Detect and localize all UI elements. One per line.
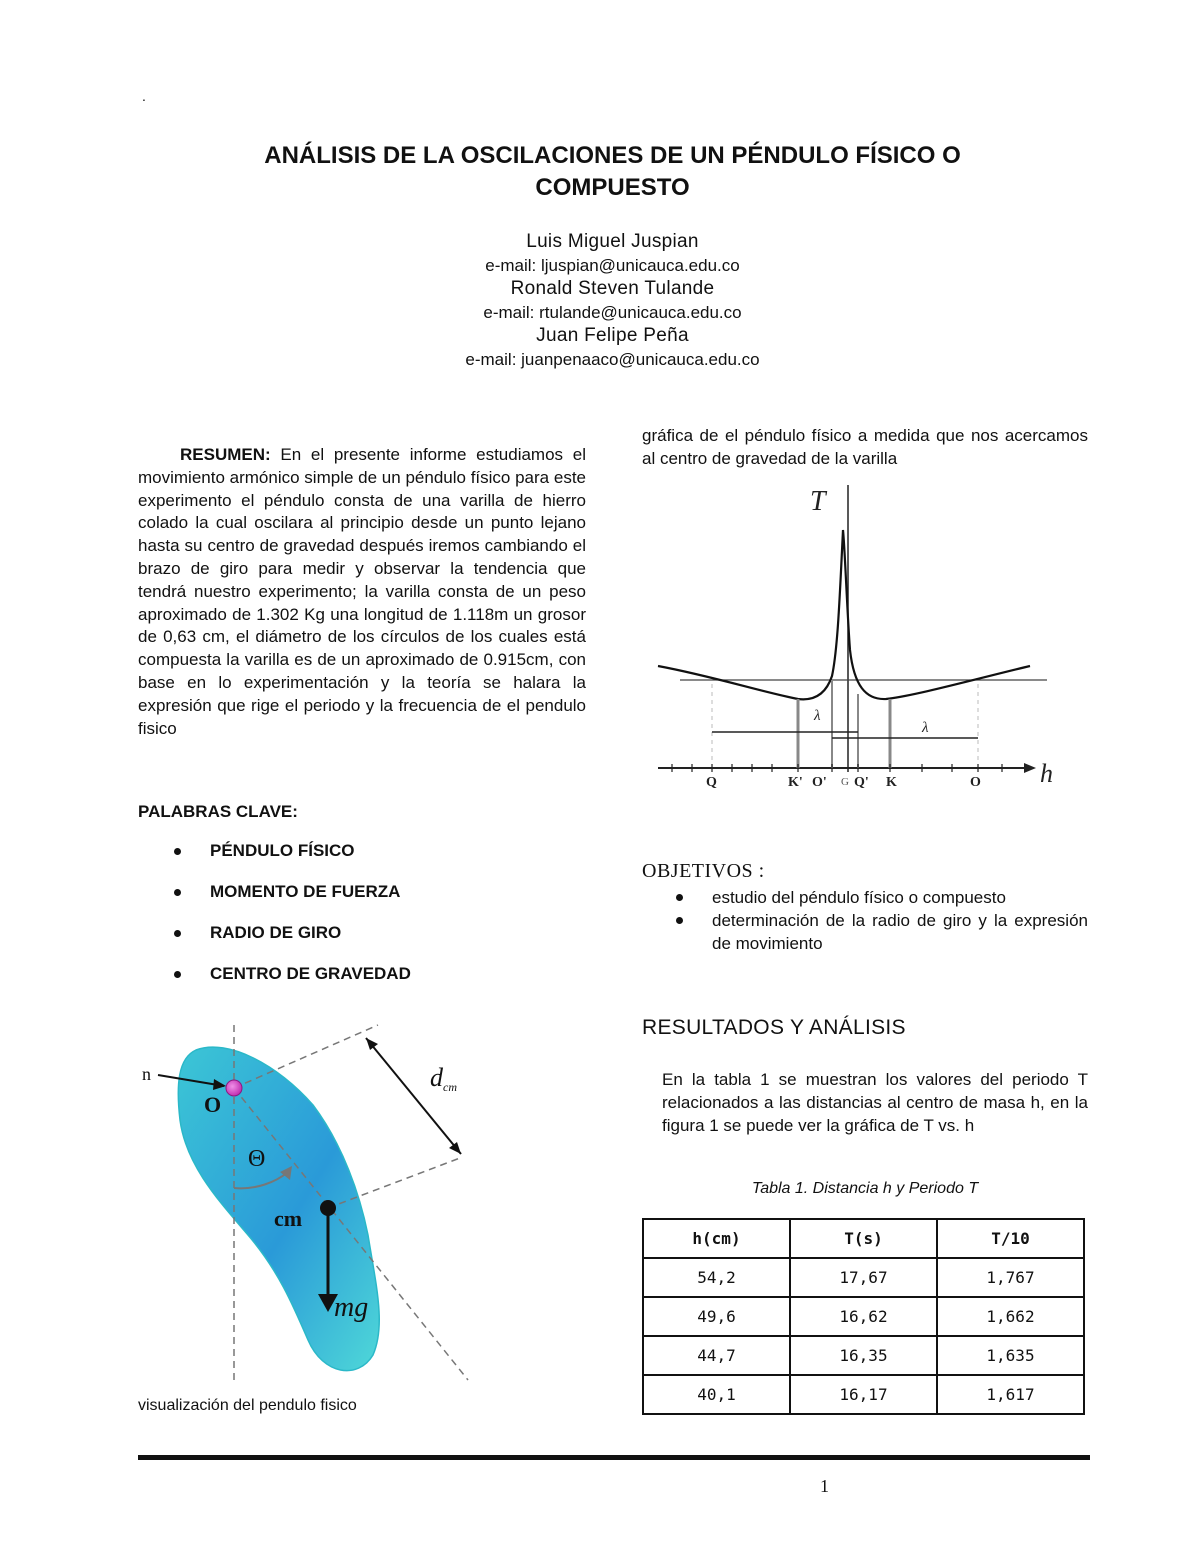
lambda-label-right: λ: [922, 720, 929, 736]
y-axis-label: T: [810, 486, 826, 517]
author-email: e-mail: ljuspian@unicauca.edu.co: [485, 256, 740, 275]
table-cell: 16,17: [790, 1375, 937, 1414]
abstract-label: RESUMEN:: [180, 445, 271, 464]
table-cell: 16,35: [790, 1336, 937, 1375]
label-O: O: [204, 1092, 222, 1117]
period-curve: [658, 530, 1030, 699]
table-caption: Tabla 1. Distancia h y Periodo T: [751, 1180, 979, 1197]
label-theta: Θ: [248, 1146, 266, 1172]
pendulum-caption: visualización del pendulo fisico: [138, 1397, 357, 1414]
authors-block: [150, 230, 1075, 371]
table-row: [643, 1258, 1084, 1297]
pendulum-figure: [138, 1020, 488, 1390]
tick-label-O: O: [970, 775, 981, 790]
table-header-cell: h(cm): [643, 1219, 790, 1258]
objective-item: estudio del péndulo físico o compuesto: [672, 886, 1088, 909]
graph-intro-text: gráfica de el péndulo físico a medida que nos acercamos al centro de gravedad de la varilla: [642, 426, 1088, 468]
table-row: [643, 1336, 1084, 1375]
author-email: e-mail: juanpenaaco@unicauca.edu.co: [465, 350, 760, 369]
title-line-1: ANÁLISIS DE LA OSCILACIONES DE UN PÉNDULO FÍSICO O: [264, 142, 961, 169]
paper-title: [150, 140, 1075, 204]
keyword-item: RADIO DE GIRO: [170, 920, 411, 961]
table-header-cell: T(s): [790, 1219, 937, 1258]
label-mg: mg: [334, 1292, 369, 1323]
table-row: [643, 1297, 1084, 1336]
results-text: En la tabla 1 se muestran los valores del periodo T relacionados a las distancias al centro de masa h, en la figura 1 se puede ver la gráfica de T vs. h: [662, 1070, 1088, 1135]
keyword-item: MOMENTO DE FUERZA: [170, 879, 411, 920]
abstract: [138, 444, 586, 740]
keyword-item: CENTRO DE GRAVEDAD: [170, 961, 411, 1002]
x-axis-label: h: [1040, 759, 1053, 788]
table-cell: 1,662: [937, 1297, 1084, 1336]
objectives-title: OBJETIVOS :: [642, 860, 765, 882]
keyword-item: PÉNDULO FÍSICO: [170, 838, 411, 879]
lambda-label-left: λ: [814, 708, 821, 724]
page-number: 1: [820, 1476, 829, 1496]
distance-arrowhead-top: [366, 1038, 378, 1050]
table-cell: 40,1: [643, 1375, 790, 1414]
table-cell: 1,767: [937, 1258, 1084, 1297]
footer-rule: [138, 1455, 1090, 1460]
objective-item: determinación de la radio de giro y la expresión de movimiento: [672, 909, 1088, 955]
table-row: [643, 1375, 1084, 1414]
title-line-2: COMPUESTO: [535, 174, 690, 201]
d-subscript: cm: [443, 1080, 457, 1094]
table-cell: 44,7: [643, 1336, 790, 1375]
table-cell: 1,635: [937, 1336, 1084, 1375]
label-cm: cm: [274, 1206, 303, 1231]
table-cell: 49,6: [643, 1297, 790, 1336]
results-title: RESULTADOS Y ANÁLISIS: [642, 1016, 906, 1039]
objectives-list: [672, 886, 1088, 955]
distance-label: [430, 1063, 457, 1094]
tick-label-G: G: [841, 776, 849, 788]
table-cell: 54,2: [643, 1258, 790, 1297]
table-header-cell: T/10: [937, 1219, 1084, 1258]
tick-label-O-prime: O': [812, 775, 827, 790]
tick-label-K-prime: K': [788, 775, 803, 790]
tick-label-Q-prime: Q': [854, 775, 869, 790]
abstract-text: En el presente informe estudiamos el movimiento armónico simple de un péndulo físico para este experimento el péndulo consta de una varilla de hierro colado la cual oscilara al principio desde un punto lejano hasta su centro de gravedad después iremos cambiando el brazo de giro para medir y observar la tendencia que tendrá nuestro experimento; la varilla consta de un peso aproximado de 1.302 Kg una longitud de 1.118m un grosor de 0,63 cm, el diámetro de los círculos de los cuales está compuesta la varilla es de un aproximado de 0.915cm, con base en lo experimentación y la teoría se halara la expresión que rige el periodo y la frecuencia de el pendulo fisico: [138, 445, 586, 738]
left-column: [138, 444, 586, 740]
keywords-list: [170, 838, 411, 1002]
period-graph: [652, 480, 1072, 800]
tick-label-K: K: [886, 775, 897, 790]
table-cell: 1,617: [937, 1375, 1084, 1414]
table-cell: 16,62: [790, 1297, 937, 1336]
table-cell: 17,67: [790, 1258, 937, 1297]
label-n: n: [142, 1064, 151, 1084]
header-dot: .: [142, 88, 146, 104]
d-symbol: d: [430, 1063, 443, 1092]
author-name: Ronald Steven Tulande: [510, 278, 715, 299]
author-name: Juan Felipe Peña: [536, 325, 689, 346]
author-email: e-mail: rtulande@unicauca.edu.co: [483, 303, 742, 322]
author-name: Luis Miguel Juspian: [526, 231, 699, 252]
distance-arrowhead-bottom: [449, 1142, 461, 1154]
keywords-title: PALABRAS CLAVE:: [138, 802, 298, 821]
table-header-row: [643, 1219, 1084, 1258]
data-table: [642, 1218, 1085, 1415]
distance-arrow: [366, 1038, 461, 1154]
pivot-point: [226, 1080, 242, 1096]
x-axis-arrowhead: [1024, 763, 1036, 773]
tick-label-Q: Q: [706, 775, 717, 790]
